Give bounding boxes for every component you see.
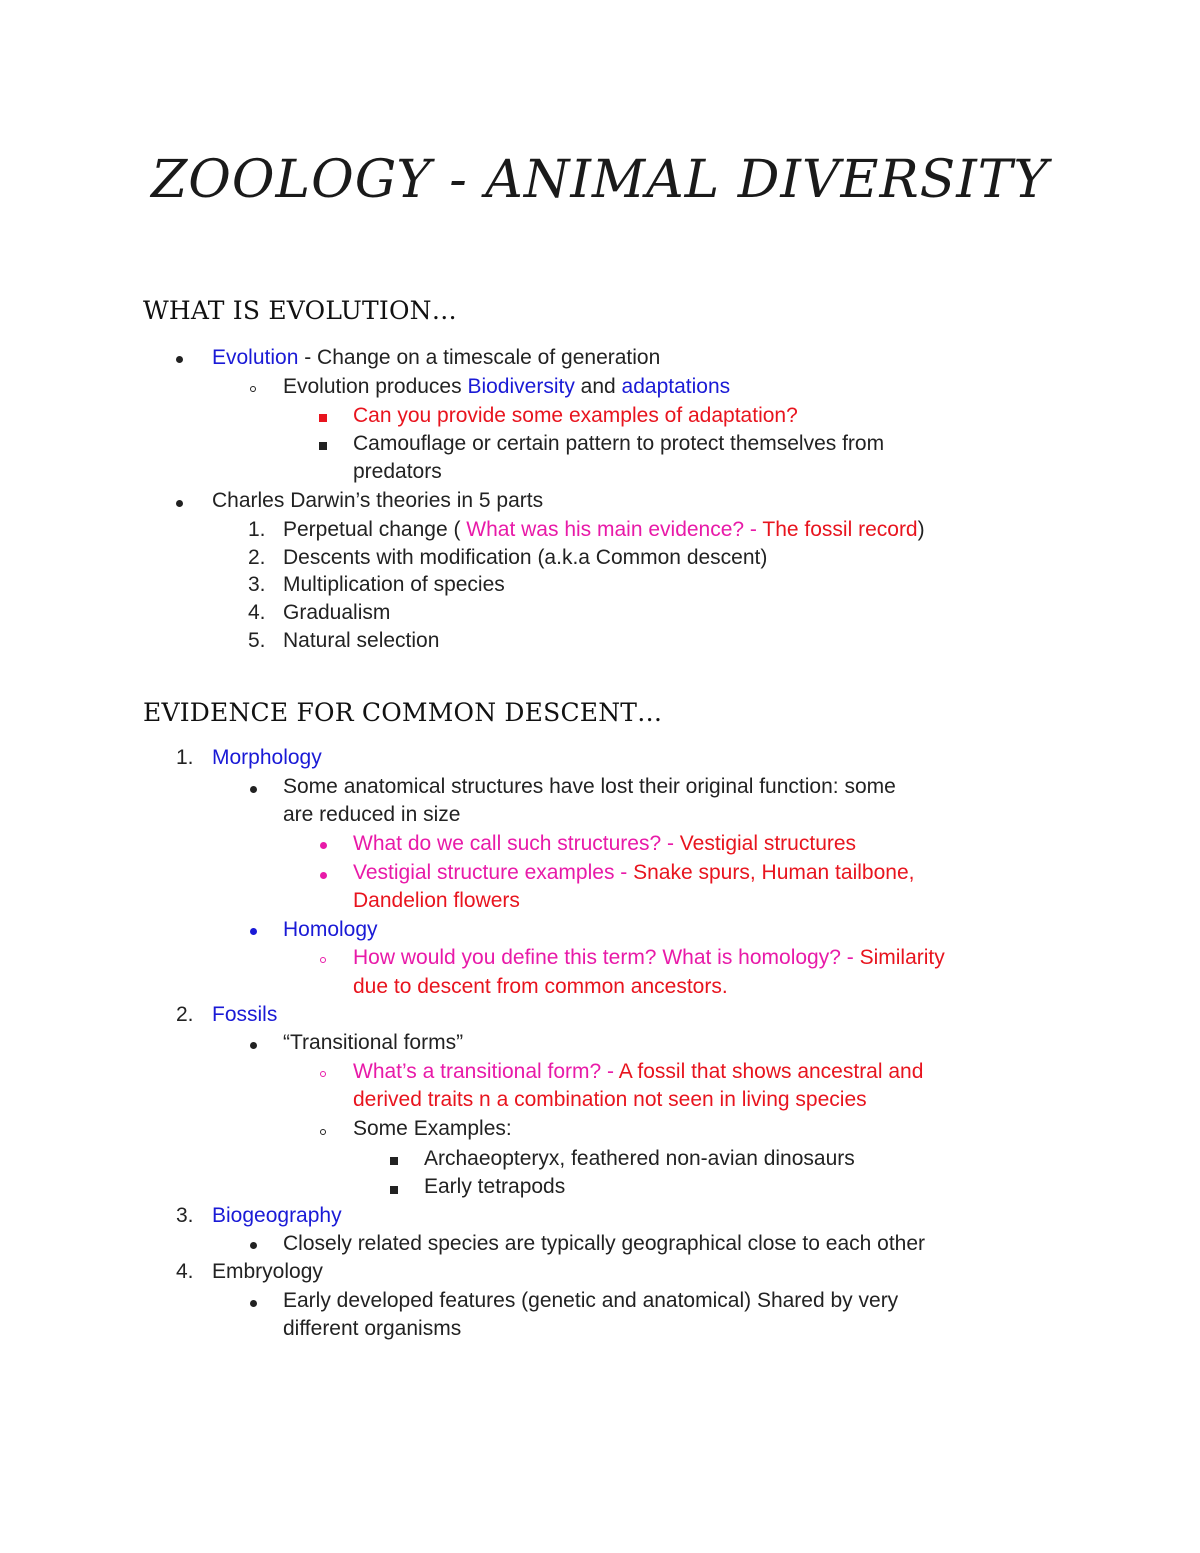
homology-answer: Similarity	[859, 946, 945, 969]
vestigial-examples-line	[353, 859, 914, 887]
term-homology: Homology	[283, 918, 378, 941]
bullet-dot	[250, 1242, 257, 1249]
evolution-produces-line	[283, 373, 730, 401]
bullet-circle	[320, 957, 326, 963]
term-evolution: Evolution	[212, 346, 299, 369]
text-segment: Perpetual change (	[283, 518, 467, 541]
bullet-dot	[320, 872, 327, 879]
example-tetrapods: Early tetrapods	[424, 1175, 566, 1198]
term-fossils: Fossils	[212, 1003, 278, 1026]
transitional-forms: “Transitional forms”	[283, 1031, 464, 1054]
term-morphology: Morphology	[212, 746, 322, 769]
section-heading-evolution: WHAT IS EVOLUTION…	[143, 296, 457, 325]
embryology-line-2: different organisms	[283, 1317, 462, 1340]
list-number: 4.	[248, 601, 266, 624]
vestigial-question-line	[353, 830, 856, 858]
vestigial-examples-label: Vestigial structure examples -	[353, 861, 634, 884]
section-heading-common-descent: EVIDENCE FOR COMMON DESCENT…	[143, 698, 663, 727]
list-number: 2.	[176, 1003, 194, 1026]
list-number: 1.	[176, 746, 194, 769]
bullet-dot	[250, 928, 257, 935]
term-biodiversity: Biodiversity	[467, 375, 575, 398]
vestigial-question: What do we call such structures? -	[353, 832, 680, 855]
some-examples: Some Examples:	[353, 1117, 512, 1140]
bullet-square	[390, 1186, 398, 1194]
term-adaptations: adaptations	[621, 375, 731, 398]
camouflage-line-1: Camouflage or certain pattern to protect themselves from	[353, 432, 885, 455]
darwin-line: Charles Darwin’s theories in 5 parts	[212, 489, 544, 512]
bullet-circle	[320, 1071, 326, 1077]
list-number: 2.	[248, 546, 266, 569]
bullet-dot	[176, 500, 183, 507]
morphology-line-2: are reduced in size	[283, 803, 461, 826]
transitional-question-line	[353, 1058, 923, 1086]
theory-5: Natural selection	[283, 629, 440, 652]
vestigial-answer: Vestigial structures	[679, 832, 857, 855]
main-evidence-question: What was his main evidence? -	[466, 518, 763, 541]
bullet-circle	[250, 386, 256, 392]
text-segment: )	[917, 518, 925, 541]
term-biogeography: Biogeography	[212, 1204, 342, 1227]
document-title: ZOOLOGY - ANIMAL DIVERSITY	[151, 150, 1049, 210]
vestigial-examples-line-2: Dandelion flowers	[353, 889, 520, 912]
theory-4: Gradualism	[283, 601, 391, 624]
homology-answer-line-2: due to descent from common ancestors.	[353, 975, 728, 998]
adaptation-question: Can you provide some examples of adaptation?	[353, 404, 798, 427]
transitional-answer: A fossil that shows ancestral and	[618, 1060, 924, 1083]
bullet-dot	[250, 1042, 257, 1049]
homology-question: How would you define this term? What is homology? -	[353, 946, 860, 969]
theory-3: Multiplication of species	[283, 573, 505, 596]
bullet-square	[319, 414, 327, 422]
theory-1	[283, 516, 925, 544]
vestigial-examples-answer: Snake spurs, Human tailbone,	[633, 861, 915, 884]
example-archaeopteryx: Archaeopteryx, feathered non-avian dinosaurs	[424, 1147, 855, 1170]
biogeography-line: Closely related species are typically geographical close to each other	[283, 1232, 926, 1255]
list-number: 3.	[176, 1204, 194, 1227]
term-embryology: Embryology	[212, 1260, 323, 1283]
list-number: 5.	[248, 629, 266, 652]
bullet-circle	[320, 1129, 326, 1135]
text-segment: and	[574, 375, 622, 398]
bullet-square	[319, 442, 327, 450]
evolution-definition-line	[212, 344, 660, 372]
bullet-dot	[320, 842, 327, 849]
list-number: 4.	[176, 1260, 194, 1283]
theory-2: Descents with modification (a.k.a Common descent)	[283, 546, 768, 569]
bullet-dot	[250, 786, 257, 793]
list-number: 3.	[248, 573, 266, 596]
embryology-line-1: Early developed features (genetic and anatomical) Shared by very	[283, 1289, 899, 1312]
homology-question-line	[353, 944, 945, 972]
bullet-square	[390, 1157, 398, 1165]
bullet-dot	[176, 356, 183, 363]
transitional-answer-line-2: derived traits n a combination not seen in living species	[353, 1088, 867, 1111]
list-number: 1.	[248, 518, 266, 541]
transitional-question: What’s a transitional form? -	[353, 1060, 619, 1083]
bullet-dot	[250, 1300, 257, 1307]
fossil-record-answer: The fossil record	[762, 518, 918, 541]
camouflage-line-2: predators	[353, 460, 442, 483]
evolution-definition: - Change on a timescale of generation	[298, 346, 661, 369]
text-segment: Evolution produces	[283, 375, 468, 398]
morphology-line-1: Some anatomical structures have lost their original function: some	[283, 775, 896, 798]
